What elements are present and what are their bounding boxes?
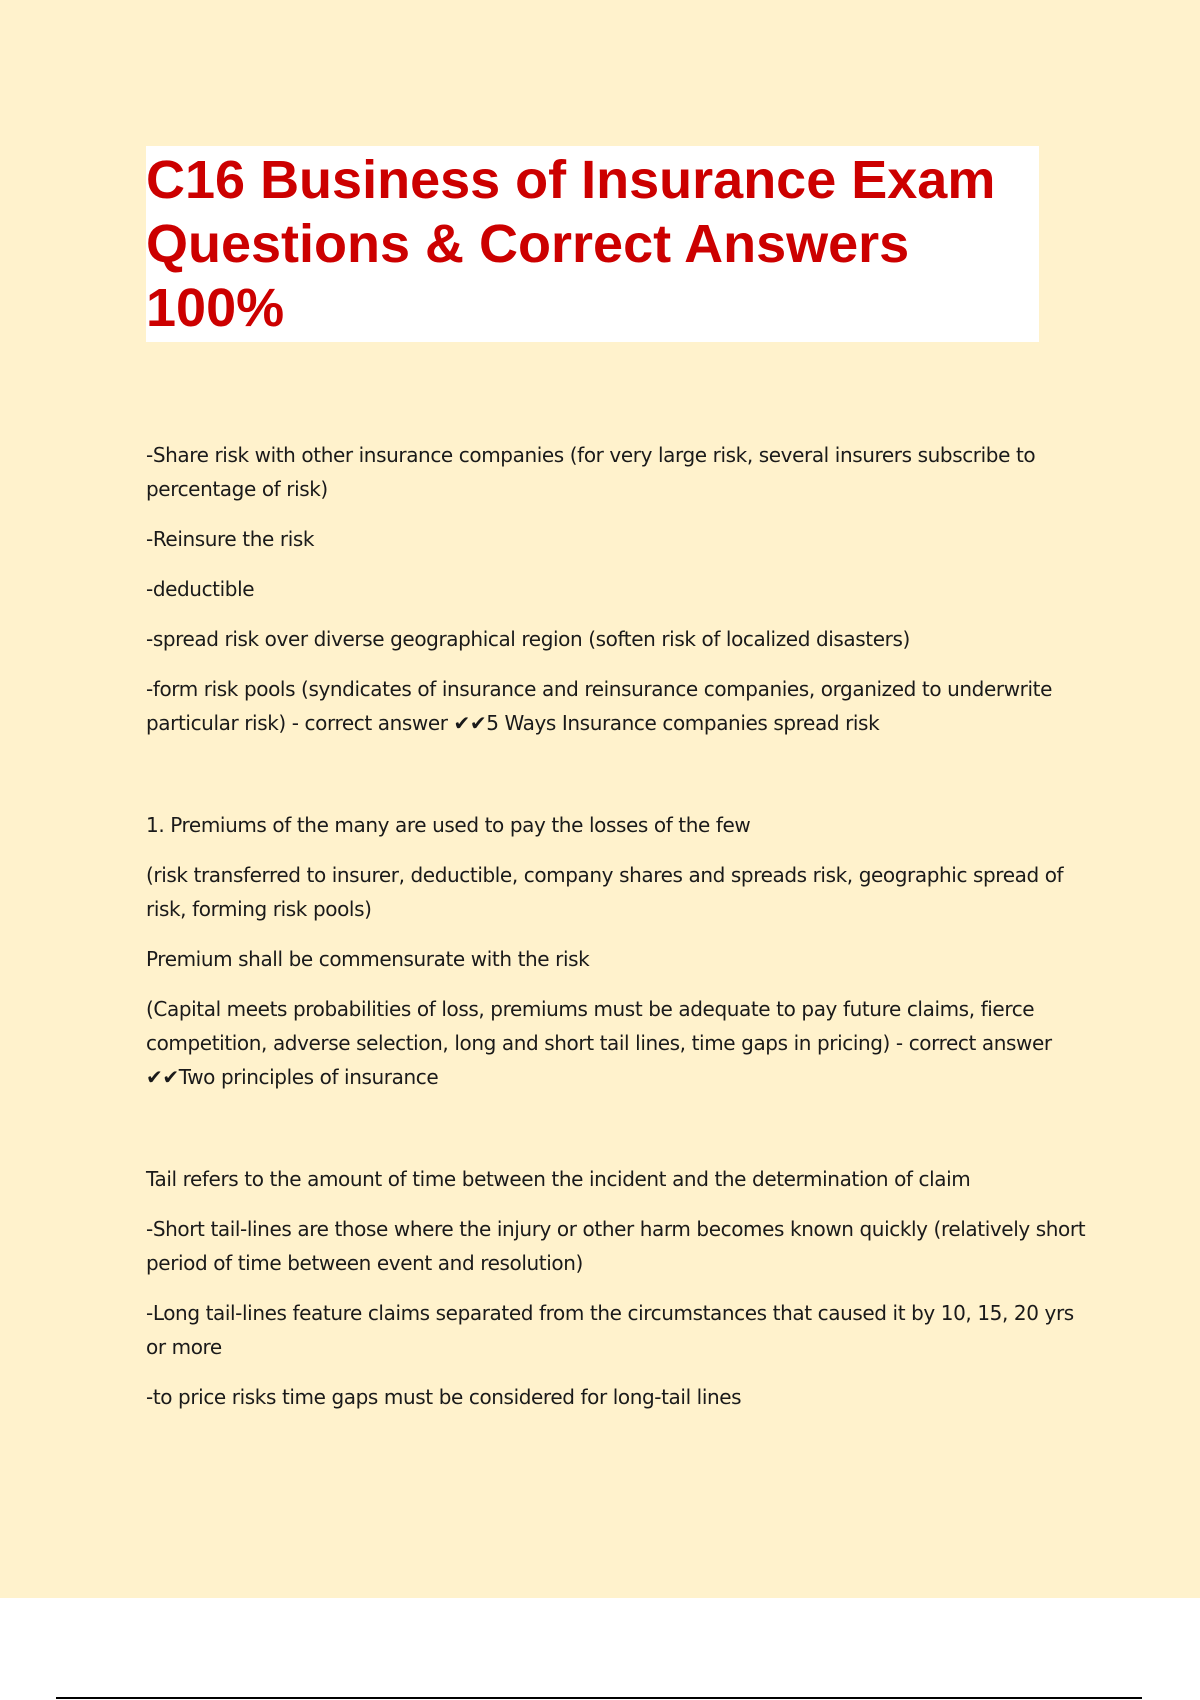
document-title: C16 Business of Insurance Exam Questions & Correct Answers 100% <box>146 150 996 338</box>
paragraph: Premium shall be commensurate with the risk <box>146 947 590 971</box>
footer-divider <box>56 1697 1142 1699</box>
paragraph: -Short tail-lines are those where the injury or other harm becomes known quickly (relatively short period of time between event and resolution) <box>146 1217 1086 1275</box>
paragraph: -Reinsure the risk <box>146 527 315 551</box>
paragraph: (Capital meets probabilities of loss, premiums must be adequate to pay future claims, fierce competition, adverse selection, long and short tail lines, time gaps in pricing) - correct answer ✔✔Two principles of insurance <box>146 997 1052 1089</box>
paragraph: -form risk pools (syndicates of insurance and reinsurance companies, organized to underwrite particular risk) - correct answer ✔✔5 Ways Insurance companies spread risk <box>146 677 1052 735</box>
title-box <box>146 146 1039 342</box>
section-spacer <box>146 1110 1086 1162</box>
section-tail-lines <box>146 1162 1086 1414</box>
paragraph: -deductible <box>146 577 255 601</box>
paragraph: -to price risks time gaps must be considered for long-tail lines <box>146 1385 742 1409</box>
paragraph: Tail refers to the amount of time between the incident and the determination of claim <box>146 1167 971 1191</box>
document-body <box>146 438 1086 1430</box>
paragraph: -spread risk over diverse geographical region (soften risk of localized disasters) <box>146 627 910 651</box>
paragraph: -Long tail-lines feature claims separated from the circumstances that caused it by 10, 15, 20 yrs or more <box>146 1301 1074 1359</box>
section-ways-spread-risk <box>146 438 1086 740</box>
section-principles-of-insurance <box>146 808 1086 1094</box>
paragraph: (risk transferred to insurer, deductible, company shares and spreads risk, geographic spread of risk, forming risk pools) <box>146 863 1064 921</box>
paragraph: 1. Premiums of the many are used to pay the losses of the few <box>146 813 751 837</box>
section-spacer <box>146 756 1086 808</box>
paragraph: -Share risk with other insurance companies (for very large risk, several insurers subscribe to percentage of risk) <box>146 443 1036 501</box>
